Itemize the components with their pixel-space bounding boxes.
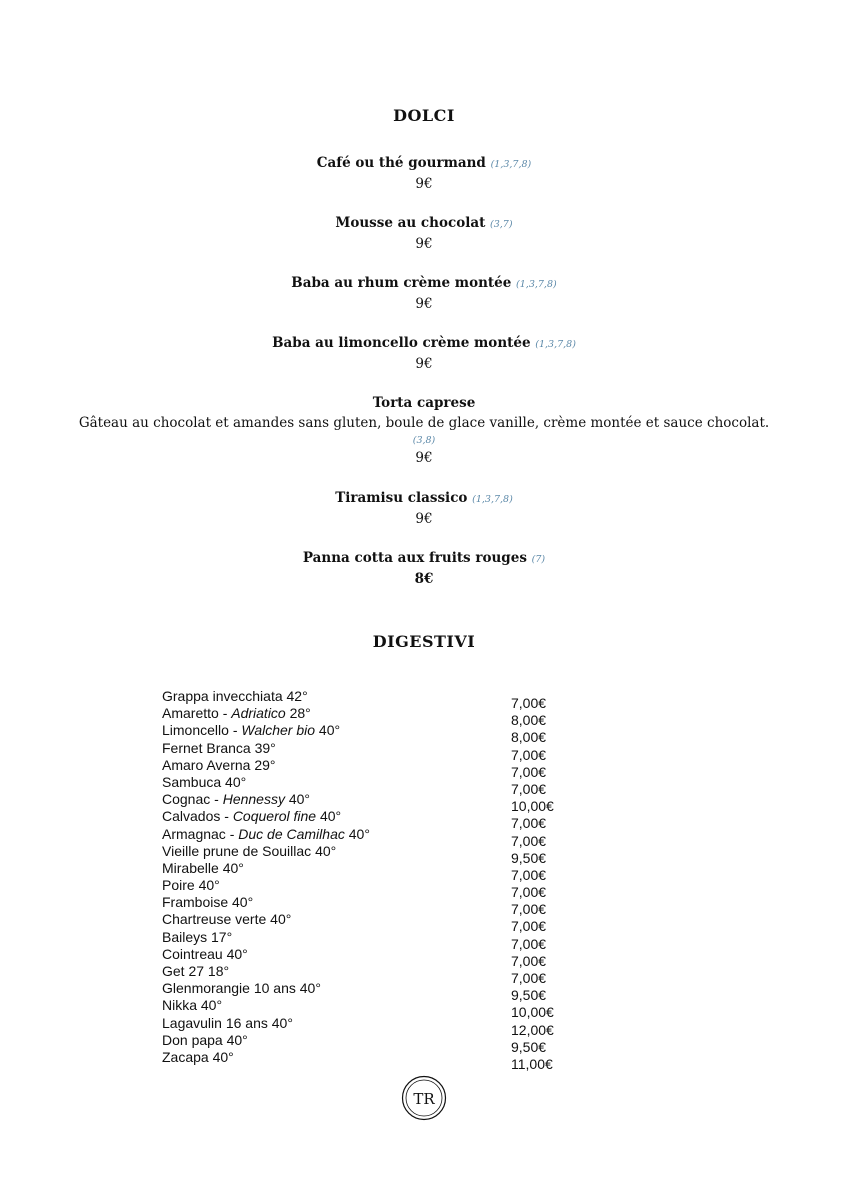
list-item	[162, 739, 582, 763]
digestivi-title: DIGESTIVI	[372, 632, 476, 651]
drink-price: 8,00€	[511, 712, 547, 729]
dish-allergens: (3,8)	[412, 435, 436, 446]
list-item	[162, 808, 582, 832]
list-item	[162, 911, 582, 935]
drink-price: 9,50€	[511, 849, 547, 866]
drink-name: Limoncello - Walcher bio 40°	[162, 722, 341, 739]
drink-name: Vieille prune de Souillac 40°	[162, 842, 337, 859]
drink-name: Poire 40°	[162, 877, 220, 894]
drink-price: 10,00€	[511, 798, 554, 815]
dolci-item	[0, 393, 848, 467]
list-item	[162, 997, 582, 1021]
dolci-item	[0, 213, 848, 253]
list-item	[162, 980, 582, 1004]
drink-name: Nikka 40°	[162, 997, 223, 1014]
drink-price: 7,00€	[511, 695, 547, 711]
drink-name: Amaro Averna 29°	[162, 756, 276, 773]
list-item	[162, 894, 582, 918]
drink-price: 7,00€	[511, 884, 547, 901]
drink-price: 11,00€	[511, 1055, 553, 1072]
drink-name: Cognac - Hennessy 40°	[162, 791, 311, 808]
drink-price: 7,00€	[511, 935, 547, 952]
drink-name: Get 27 18°	[162, 963, 230, 979]
drink-name: Chartreuse verte 40°	[162, 911, 292, 928]
dolci-item	[0, 333, 848, 373]
dish-allergens: (7)	[531, 554, 546, 565]
drink-price: 9,50€	[511, 1038, 547, 1055]
drink-price: 7,00€	[511, 866, 547, 883]
list-item	[162, 945, 582, 969]
dish-allergens: (1,3,7,8)	[472, 494, 513, 505]
dish-price: 8€	[414, 571, 434, 587]
list-item	[162, 773, 582, 797]
drink-name: Sambuca 40°	[162, 773, 247, 790]
list-item	[162, 688, 582, 711]
list-item	[162, 705, 582, 729]
drink-price: 10,00€	[511, 1004, 554, 1021]
dish-allergens: (1,3,7,8)	[490, 159, 532, 170]
drink-name: Baileys 17°	[162, 928, 233, 945]
list-item	[162, 722, 582, 746]
list-item	[162, 859, 582, 883]
dish-name: Tiramisu classico	[335, 490, 468, 506]
drink-price: 7,00€	[511, 832, 547, 849]
logo-text: TR	[413, 1090, 435, 1108]
dolci-item	[0, 488, 848, 528]
drink-name: Mirabelle 40°	[162, 859, 244, 876]
dish-name: Baba au limoncello crème montée	[272, 335, 531, 351]
dish-name: Mousse au chocolat	[335, 215, 486, 231]
list-item	[162, 1048, 582, 1072]
drink-price: 12,00€	[511, 1021, 554, 1038]
list-item	[162, 963, 582, 986]
drink-price: 8,00€	[511, 729, 547, 746]
drink-name: Zacapa 40°	[162, 1048, 234, 1065]
drink-name: Cointreau 40°	[162, 945, 248, 962]
list-item	[162, 756, 582, 780]
dish-price: 9€	[415, 296, 433, 312]
list-item	[162, 877, 582, 901]
dish-price: 9€	[415, 356, 433, 372]
list-item	[162, 791, 582, 815]
drink-name: Fernet Branca 39°	[162, 739, 276, 756]
list-item	[162, 1031, 582, 1055]
list-item	[162, 928, 582, 952]
dish-allergens: (3,7)	[490, 219, 513, 230]
dish-name: Baba au rhum crème montée	[291, 275, 512, 291]
list-item	[162, 1014, 582, 1038]
list-item	[162, 842, 582, 866]
dish-price: 9€	[415, 236, 433, 252]
drink-price: 7,00€	[511, 763, 547, 780]
drink-price: 7,00€	[511, 901, 547, 918]
drink-name: Grappa invecchiata 42°	[162, 688, 308, 704]
list-item	[162, 825, 582, 849]
dish-name: Panna cotta aux fruits rouges	[302, 550, 527, 566]
drink-name: Lagavulin 16 ans 40°	[162, 1014, 293, 1031]
dish-name: Café ou thé gourmand	[316, 155, 486, 171]
drink-name: Don papa 40°	[162, 1031, 248, 1048]
dolci-item	[0, 548, 848, 588]
dish-price: 9€	[415, 450, 433, 466]
dish-allergens: (1,3,7,8)	[516, 279, 557, 290]
drink-price: 7,00€	[511, 746, 547, 763]
drink-price: 7,00€	[511, 780, 547, 797]
drink-price: 7,00€	[511, 815, 547, 832]
dish-price: 9€	[415, 176, 433, 192]
drink-price: 7,00€	[511, 952, 547, 969]
drink-price: 7,00€	[511, 918, 547, 935]
drink-price: 7,00€	[511, 970, 547, 986]
dish-price: 9€	[415, 511, 433, 527]
dolci-title: DOLCI	[393, 106, 455, 125]
drink-price: 9,50€	[511, 987, 547, 1004]
drink-name: Amaretto - Adriatico 28°	[162, 705, 311, 722]
dish-allergens: (1,3,7,8)	[535, 339, 576, 350]
drink-name: Glenmorangie 10 ans 40°	[162, 980, 321, 997]
drink-name: Framboise 40°	[162, 894, 254, 911]
drink-name: Armagnac - Duc de Camilhac 40°	[162, 825, 370, 842]
dolci-item	[0, 273, 848, 313]
tr-monogram-logo-icon	[401, 1075, 447, 1121]
digestivi-list	[162, 688, 582, 1072]
dish-name: Torta caprese	[372, 395, 476, 411]
dolci-item	[0, 153, 848, 193]
drink-name: Calvados - Coquerol fine 40°	[162, 808, 342, 825]
dish-description: Gâteau au chocolat et amandes sans gluten, boule de glace vanille, crème montée et sauce chocolat.	[78, 415, 770, 431]
